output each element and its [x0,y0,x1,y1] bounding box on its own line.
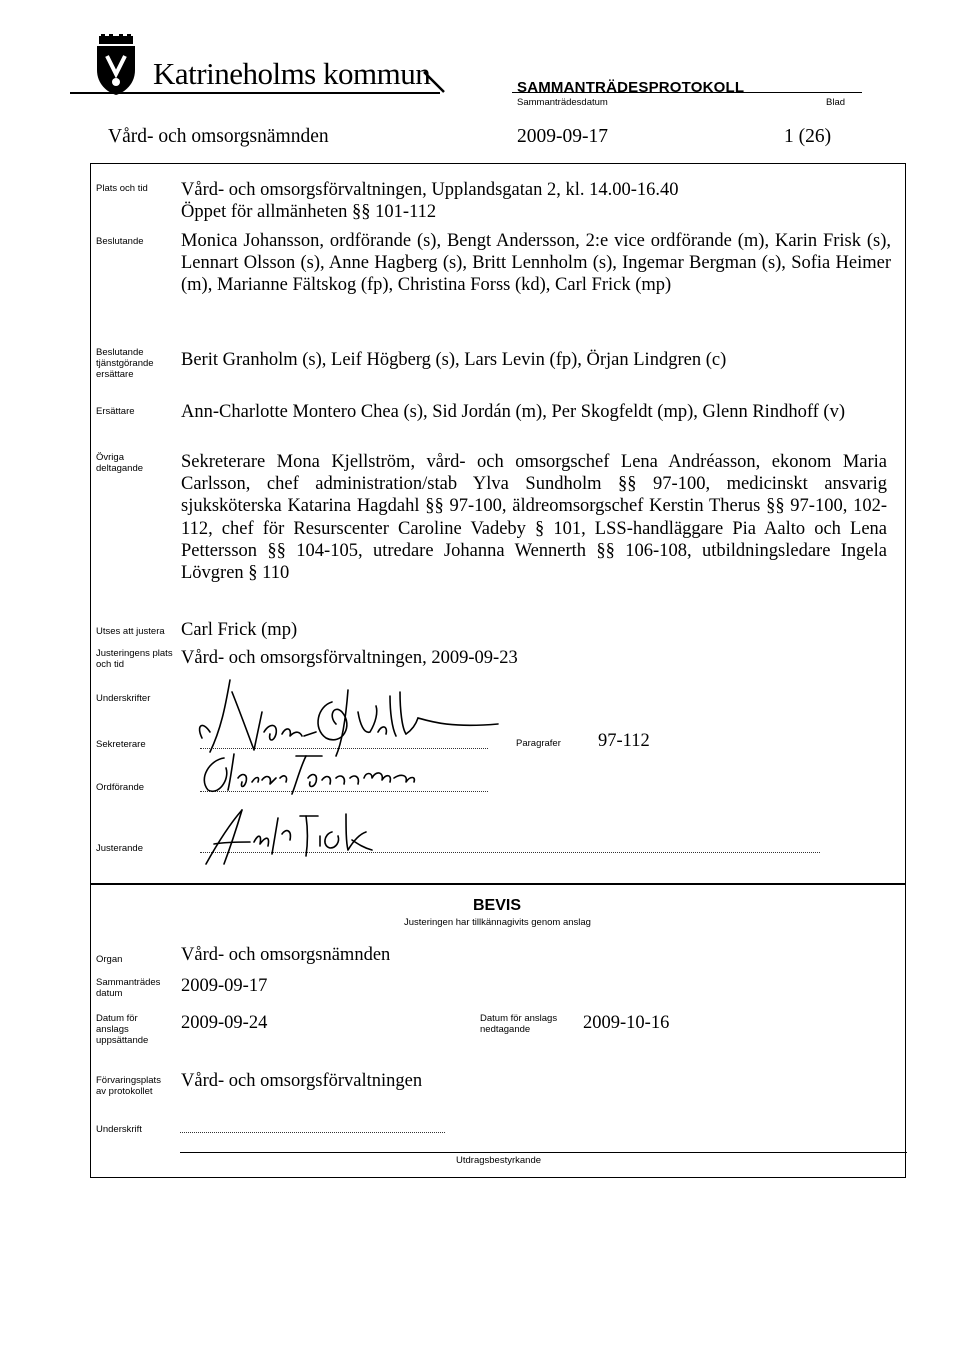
sekreterare-signature [192,672,512,758]
meeting-date-label: Sammanträdesdatum [517,97,608,108]
organ-label: Organ [96,954,123,965]
nedtagande-value: 2009-10-16 [583,1013,670,1033]
municipality-name: Katrineholms kommun [153,56,431,91]
underskrift-label: Underskrift [96,1124,142,1135]
ovriga-value: Sekreterare Mona Kjellström, vård- och omsorgschef Lena Andréasson, ekonom Maria Carlsson, chef administration/stab Ylva Sundholm §§ 97-100, medicinskt ansvarig sjuksköterska Katarina Hagdahl §§ 97-100, äldreomsorgschef Kerstin Therus §§ 97-100, 102-112, chef för Resurscenter Caroline Vadeby § 101, LSS-handläggare Pia Aalto och Lena Pettersson §§ 104-105, utredare Johanna Wennerth §§ 106-108, utbildningsledare Ingela Lövgren § 110 [181,452,887,584]
forvaring-label: Förvaringsplats av protokollet [96,1075,161,1097]
utses-label: Utses att justera [96,626,165,637]
ovriga-label: Övriga deltagande [96,452,144,474]
tjanstgorande-value: Berit Granholm (s), Leif Högberg (s), Lars Levin (fp), Örjan Lindgren (c) [181,350,727,370]
bevis-title: BEVIS [473,897,522,914]
utdrag-label: Utdragsbestyrkande [456,1155,542,1166]
sammantrades-value: 2009-09-17 [181,976,268,996]
page-number: 1 (26) [784,126,832,147]
plats-line-2: Öppet för allmänheten §§ 101-112 [181,202,437,223]
plats-label: Plats och tid [96,183,148,194]
sammantrades-label: Sammanträdes datum [96,977,161,999]
justerande-signature [196,806,396,868]
utdrag-box [180,1152,907,1178]
underskrift-signature-line [180,1132,445,1133]
ordforande-label: Ordförande [96,782,145,793]
justeringens-label: Justeringens plats och tid [96,648,173,670]
forvaring-value: Vård- och omsorgsförvaltningen [181,1071,423,1091]
paragrafer-value: 97-112 [598,731,650,751]
beslutande-label: Beslutande [96,236,144,247]
header-slash-mark [422,70,448,99]
plats-value [181,179,891,223]
plats-line-1: Vård- och omsorgsförvaltningen, Upplandsgatan 2, kl. 14.00-16.40 [181,180,679,200]
justeringens-value: Vård- och omsorgsförvaltningen, 2009-09-23 [181,648,518,668]
bevis-subtitle: Justeringen har tillkännagivits genom anslag [404,917,591,928]
uppsattande-value: 2009-09-24 [181,1013,268,1033]
committee-name: Vård- och omsorgsnämnden [108,126,329,147]
municipality-crest [93,34,139,96]
ordforande-signature [196,748,476,798]
uppsattande-label: Datum för anslags uppsättande [96,1013,149,1046]
tjanstgorande-label: Beslutande tjänstgörande ersättare [96,347,154,380]
page-label: Blad [826,97,846,108]
justerande-label: Justerande [96,843,144,854]
nedtagande-label: Datum för anslags nedtagande [480,1013,558,1035]
sekreterare-label: Sekreterare [96,739,146,750]
meeting-date: 2009-09-17 [517,126,608,147]
organ-value: Vård- och omsorgsnämnden [181,945,391,965]
underskrifter-label: Underskrifter [96,693,151,704]
header-rule [70,92,440,94]
protocol-title: SAMMANTRÄDESPROTOKOLL [517,79,745,96]
ersattare-value: Ann-Charlotte Montero Chea (s), Sid Jordán (m), Per Skogfeldt (mp), Glenn Rindhoff (v) [181,402,846,422]
utses-value: Carl Frick (mp) [181,620,298,640]
ersattare-label: Ersättare [96,406,135,417]
beslutande-value: Monica Johansson, ordförande (s), Bengt Andersson, 2:e vice ordförande (m), Karin Frisk (s), Lennart Olsson (s), Anne Hagberg (s), Britt Lennholm (s), Ingemar Bergman (s), Sofia Heimer (m), Marianne Fältskog (fp), Christina Forss (kd), Carl Frick (mp) [181,231,891,296]
paragrafer-label: Paragrafer [516,738,561,749]
bevis-divider [90,883,906,885]
